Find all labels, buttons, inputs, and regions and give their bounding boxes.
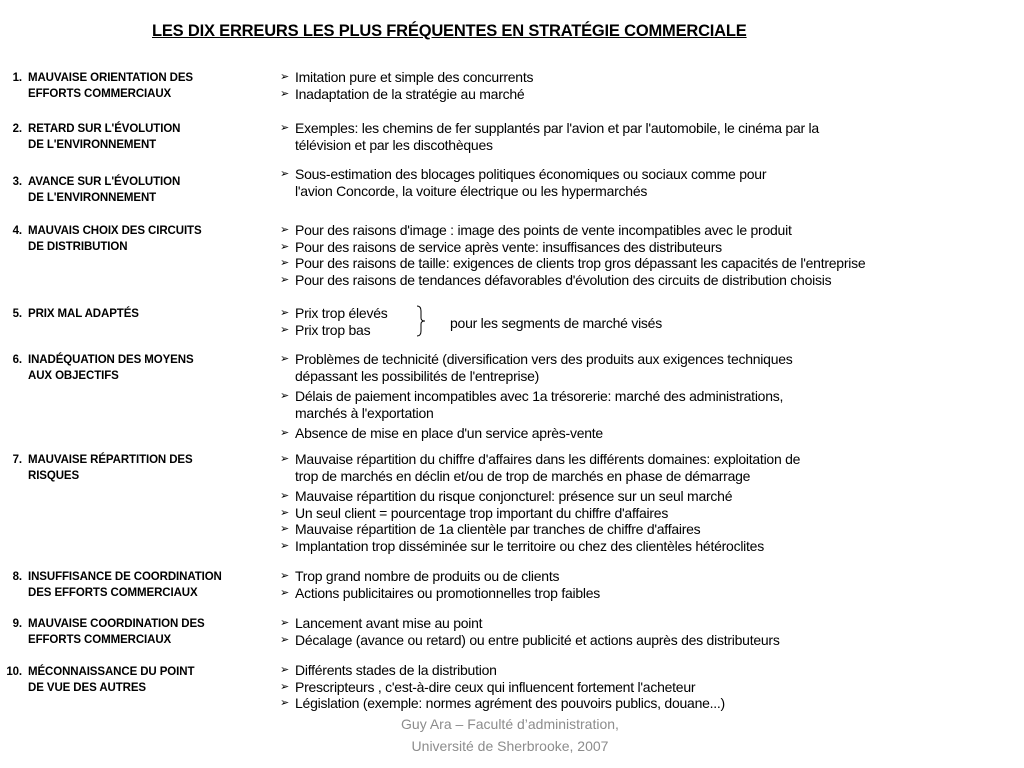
error-5-points <box>280 305 387 338</box>
bullet-item: ➢ Mauvaise répartition du risque conjoncturel: présence sur un seul marché <box>280 488 800 505</box>
error-4-points <box>280 222 865 288</box>
bullet-item: ➢ Imitation pure et simple des concurrents <box>280 69 533 86</box>
error-number: 1. <box>12 72 22 84</box>
error-number: 8. <box>12 571 22 583</box>
bullet-item: ➢ Prescripteurs , c'est-à-dire ceux qui influencent fortement l'acheteur <box>280 679 725 696</box>
error-7-points <box>280 451 800 554</box>
bullet-item: ➢ Sous-estimation des blocages politiques économiques ou sociaux comme pour l'avion Concorde, la voiture électrique ou les hypermarchés <box>280 166 766 199</box>
error-title: AVANCE SUR L'ÉVOLUTION DE L'ENVIRONNEMENT <box>28 176 181 204</box>
error-number: 9. <box>12 618 22 630</box>
bullet-item: ➢ Mauvaise répartition de 1a clientèle par tranches de chiffre d'affaires <box>280 521 800 538</box>
error-number: 10. <box>6 666 22 678</box>
error-title: MAUVAIS CHOIX DES CIRCUITS DE DISTRIBUTION <box>28 225 202 253</box>
error-title: INADÉQUATION DES MOYENS AUX OBJECTIFS <box>28 354 194 382</box>
right-brace-icon <box>416 305 426 337</box>
bullet-item: ➢ Actions publicitaires ou promotionnelles trop faibles <box>280 585 600 602</box>
bullet-item: ➢ Différents stades de la distribution <box>280 662 725 679</box>
error-9-points <box>280 615 780 648</box>
error-title: MAUVAISE ORIENTATION DES EFFORTS COMMERCIAUX <box>28 72 193 100</box>
footer-line-author: Guy Ara – Faculté d’administration, <box>401 716 619 732</box>
error-number: 7. <box>12 454 22 466</box>
bullet-item: ➢ Implantation trop disséminée sur le territoire ou chez des clientèles hétéroclites <box>280 538 800 555</box>
bullet-item: ➢ Décalage (avance ou retard) ou entre publicité et actions auprès des distributeurs <box>280 632 780 649</box>
error-title: MAUVAISE COORDINATION DES EFFORTS COMMERCIAUX <box>28 618 205 646</box>
bullet-item: ➢ Trop grand nombre de produits ou de clients <box>280 568 600 585</box>
error-number: 4. <box>12 225 22 237</box>
error-8-points <box>280 568 600 601</box>
footer-credit <box>300 713 720 757</box>
bullet-item: ➢ Prix trop élevés <box>280 305 387 322</box>
error-number: 5. <box>12 308 22 320</box>
error-title: PRIX MAL ADAPTÉS <box>28 308 139 320</box>
error-2-points <box>280 120 819 153</box>
error-title: RETARD SUR L'ÉVOLUTION DE L'ENVIRONNEMENT <box>28 123 181 151</box>
error-number: 6. <box>12 354 22 366</box>
bullet-item: ➢ Pour des raisons de tendances défavorables d'évolution des circuits de distribution choisis <box>280 272 865 289</box>
bullet-item: ➢ Pour des raisons d'image : image des points de vente incompatibles avec le produit <box>280 222 865 239</box>
bullet-item: ➢ Législation (exemple: normes agrément des pouvoirs publics, douane...) <box>280 695 725 712</box>
bullet-item: ➢ Problèmes de technicité (diversification vers des produits aux exigences techniques dépassant les possibilités de l'entreprise) <box>280 351 793 384</box>
bullet-item: ➢ Inadaptation de la stratégie au marché <box>280 86 533 103</box>
bullet-item: ➢ Délais de paiement incompatibles avec 1a trésorerie: marché des administrations, marchés à l'exportation <box>280 388 793 421</box>
error-10-points <box>280 662 725 712</box>
error-6-points <box>280 351 793 442</box>
bullet-item: ➢ Absence de mise en place d'un service après-vente <box>280 425 793 442</box>
bullet-item: ➢ Lancement avant mise au point <box>280 615 780 632</box>
bullet-item: ➢ Pour des raisons de service après vente: insuffisances des distributeurs <box>280 239 865 256</box>
brace-note: pour les segments de marché visés <box>450 315 662 331</box>
error-number: 2. <box>12 123 22 135</box>
bullet-item: ➢ Exemples: les chemins de fer supplantés par l'avion et par l'automobile, le cinéma par la télévision et par les discothèques <box>280 120 819 153</box>
bullet-item: ➢ Mauvaise répartition du chiffre d'affaires dans les différents domaines: exploitation de trop de marchés en déclin et/ou de trop de marchés en phase de démarrage <box>280 451 800 484</box>
error-title: MAUVAISE RÉPARTITION DES RISQUES <box>28 454 193 482</box>
error-number: 3. <box>12 176 22 188</box>
bullet-item: ➢ Pour des raisons de taille: exigences de clients trop gros dépassant les capacités de l'entreprise <box>280 255 865 272</box>
error-title: MÉCONNAISSANCE DU POINT DE VUE DES AUTRES <box>28 666 195 694</box>
page-title: LES DIX ERREURS LES PLUS FRÉQUENTES EN STRATÉGIE COMMERCIALE <box>152 22 747 40</box>
error-3-points <box>280 166 766 199</box>
bullet-item: ➢ Prix trop bas <box>280 322 387 339</box>
error-title: INSUFFISANCE DE COORDINATION DES EFFORTS COMMERCIAUX <box>28 571 222 599</box>
bullet-item: ➢ Un seul client = pourcentage trop important du chiffre d'affaires <box>280 505 800 522</box>
footer-line-university: Université de Sherbrooke, 2007 <box>411 738 609 754</box>
error-1-points <box>280 69 533 102</box>
